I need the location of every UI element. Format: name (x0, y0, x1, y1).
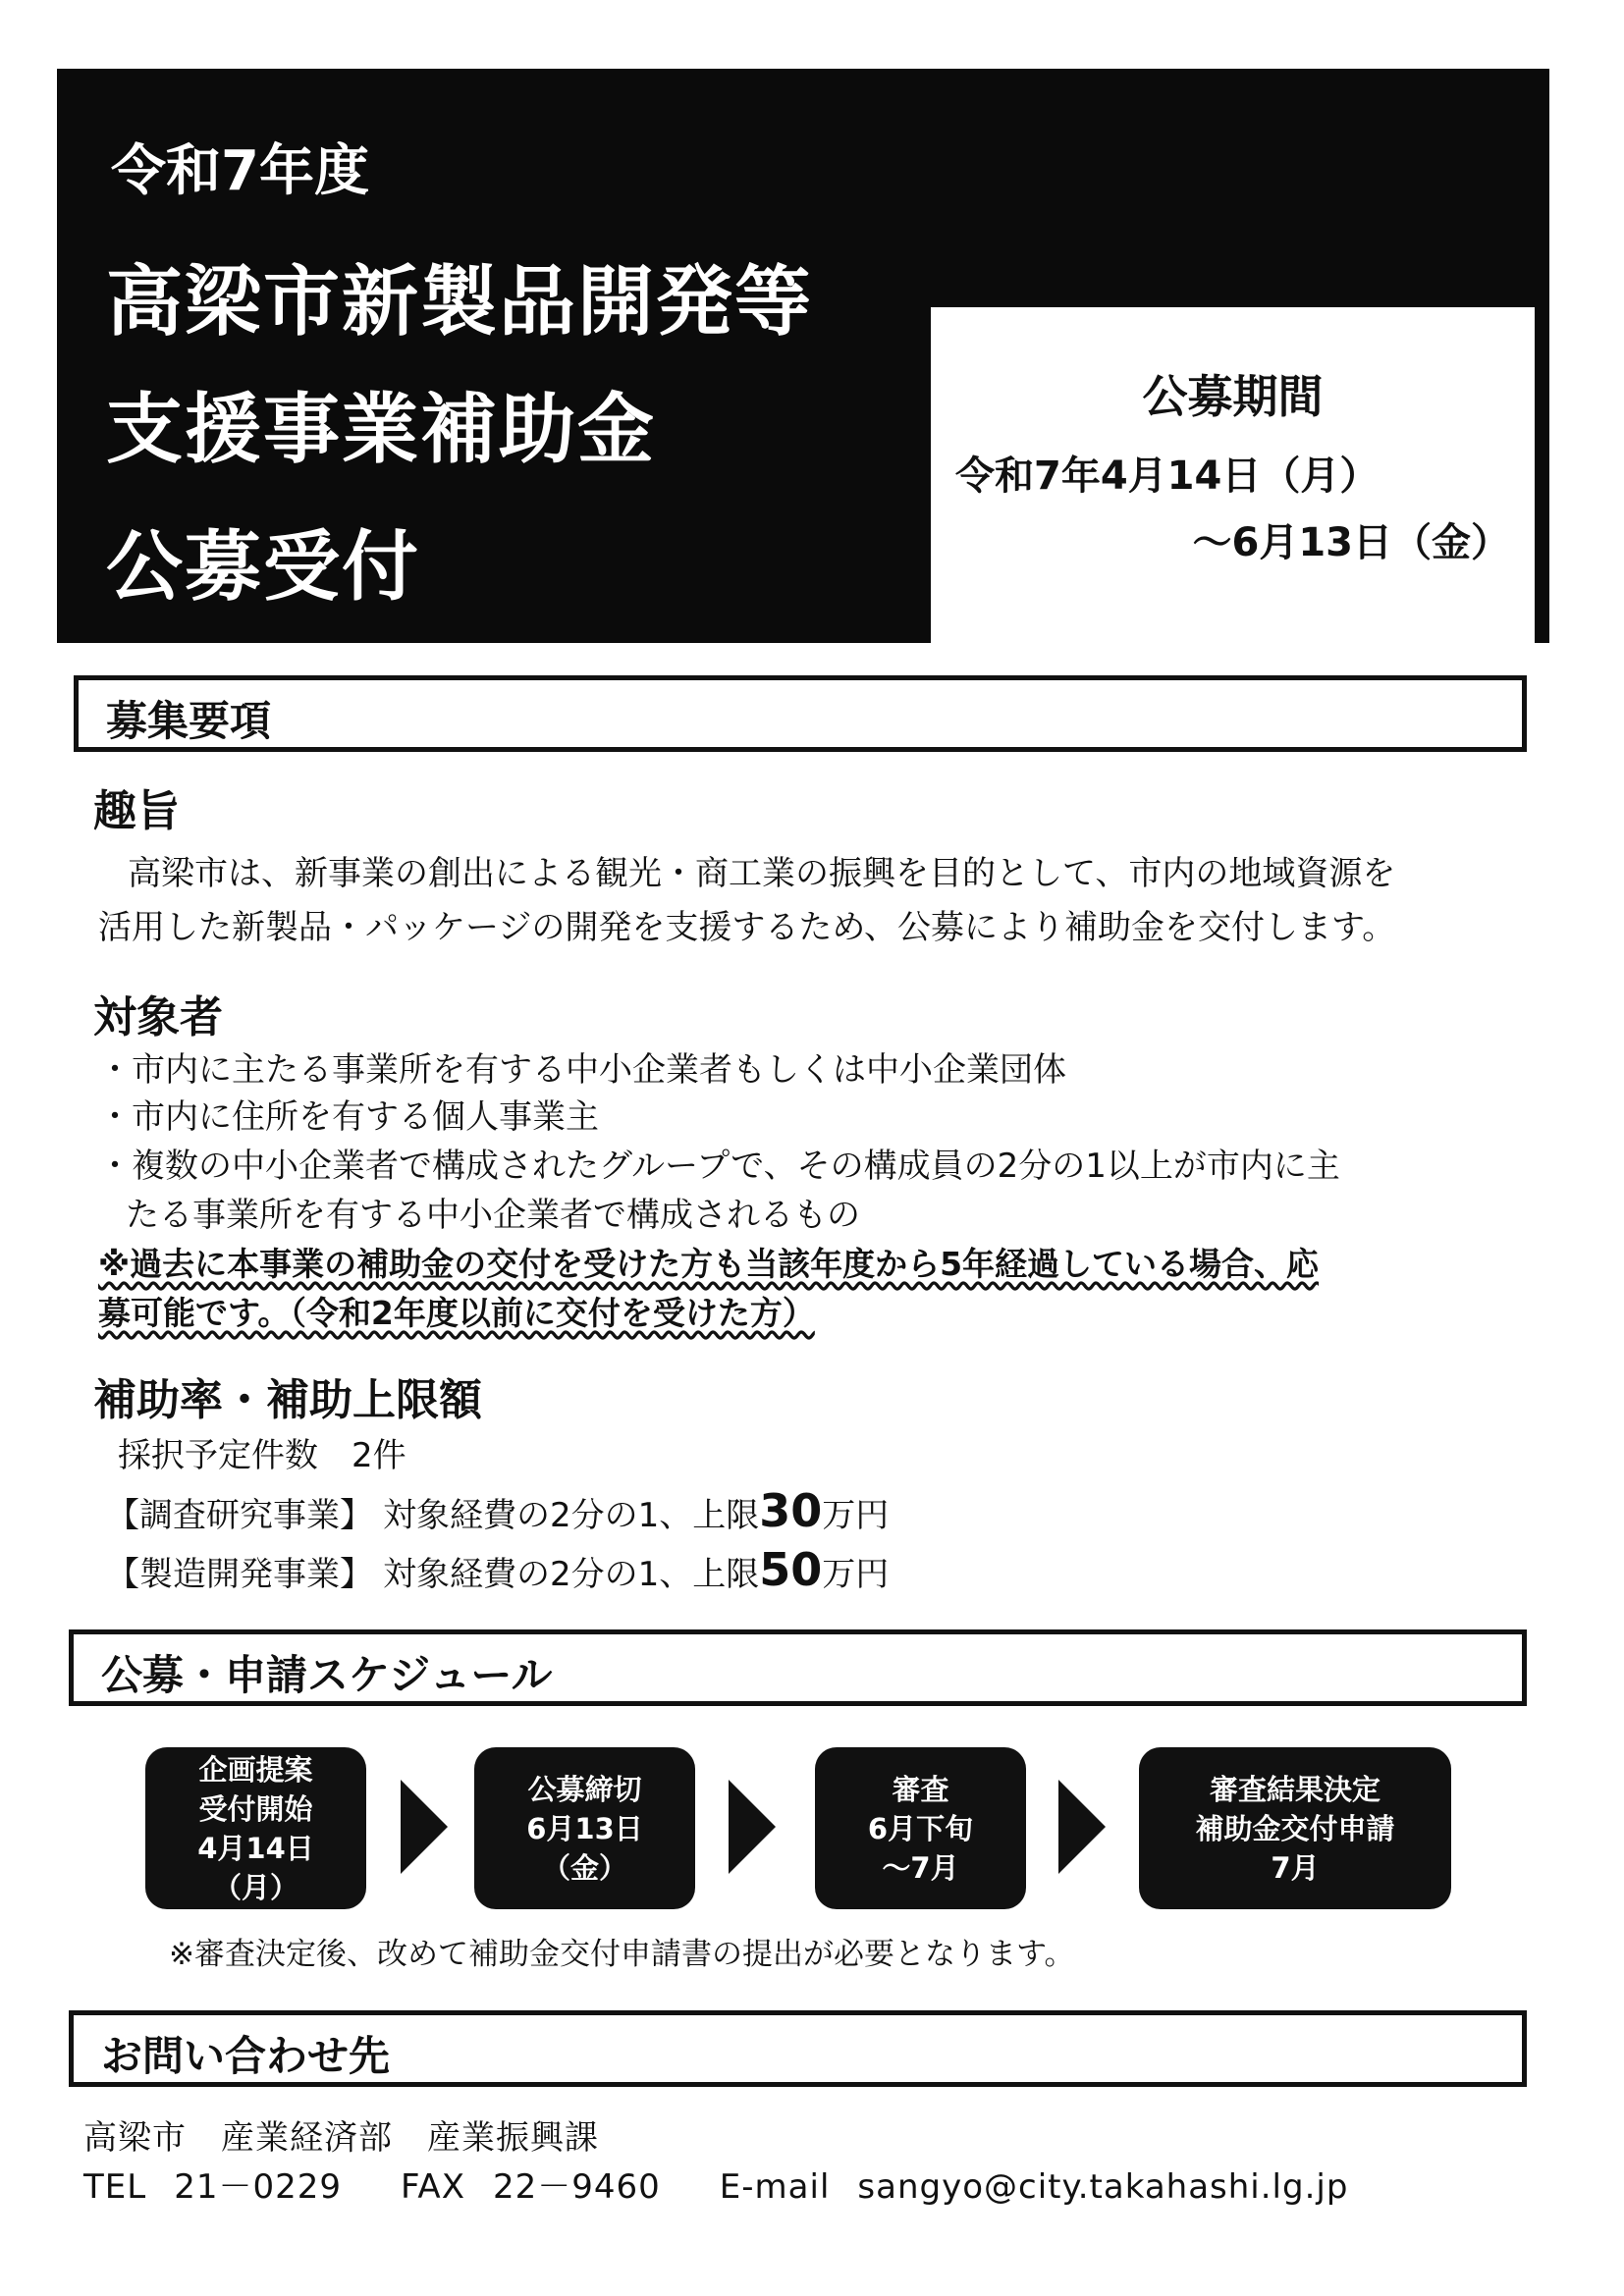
step-line: 公募締切 (527, 1772, 642, 1806)
schedule-step-1 (145, 1747, 366, 1909)
step-line: 企画提案 (198, 1752, 313, 1787)
subsidy-unit: 万円 (822, 1496, 890, 1535)
email-link[interactable]: sangyo@city.takahashi.lg.jp (857, 2167, 1349, 2207)
contact-details (83, 2160, 1348, 2208)
contact-section-header (69, 2010, 1527, 2087)
purpose-title: 趣旨 (93, 786, 180, 836)
contact-heading: お問い合わせ先 (101, 2032, 391, 2080)
contact-organization: 高梁市 産業経済部 産業振興課 (83, 2118, 599, 2158)
eligibility-item-1: ・市内に主たる事業所を有する中小企業者もしくは中小企業団体 (98, 1050, 1066, 1090)
header-banner (57, 69, 1549, 643)
step-line: 4月14日 (197, 1831, 314, 1865)
requirements-heading: 募集要項 (106, 697, 272, 745)
subsidy-unit: 万円 (822, 1555, 890, 1594)
purpose-line-2: 活用した新製品・パッケージの開発を支援するため、公募により補助金を交付します。 (98, 908, 1396, 947)
step-line: 6月下旬 (867, 1811, 974, 1845)
eligibility-note-line-1: ※過去に本事業の補助金の交付を受けた方も当該年度から5年経過している場合、応 (98, 1245, 1320, 1283)
subsidy-text: 対象経費の2分の1、上限 (383, 1555, 760, 1594)
schedule-step-2 (474, 1747, 695, 1909)
schedule-section-header (69, 1629, 1527, 1706)
tel-number: 21－0229 (174, 2167, 342, 2207)
subsidy-row-manufacturing (106, 1543, 889, 1596)
subsidy-title: 補助率・補助上限額 (93, 1375, 482, 1425)
eligibility-item-3-cont: たる事業所を有する中小企業者で構成されるもの (126, 1196, 860, 1235)
schedule-step-4 (1139, 1747, 1451, 1909)
step-line: 6月13日 (526, 1811, 643, 1845)
schedule-note: ※審査決定後、改めて補助金交付申請書の提出が必要となります。 (169, 1937, 1075, 1972)
title-line-2: 支援事業補助金 (106, 386, 657, 474)
subsidy-category: 【製造開発事業】 (106, 1555, 373, 1594)
fax-number: 22－9460 (493, 2167, 661, 2207)
schedule-arrow-icon (401, 1780, 448, 1874)
period-start: 令和7年4月14日（月） (955, 454, 1380, 499)
subsidy-category: 【調査研究事業】 (106, 1496, 373, 1535)
schedule-arrow-icon (1058, 1780, 1106, 1874)
email-label: E-mail (719, 2167, 831, 2207)
planned-count: 採択予定件数 2件 (118, 1436, 406, 1475)
eligibility-note-line-2: 募可能です。（令和2年度以前に交付を受けた方） (98, 1294, 815, 1332)
schedule-arrow-icon (729, 1780, 776, 1874)
eligibility-item-3: ・複数の中小企業者で構成されたグループで、その構成員の2分の1以上が市内に主 (98, 1147, 1340, 1186)
step-line: （月） (212, 1870, 298, 1904)
step-line: 補助金交付申請 (1195, 1811, 1395, 1845)
schedule-step-3 (815, 1747, 1026, 1909)
subsidy-amount: 50 (759, 1543, 823, 1596)
tel-label: TEL (83, 2167, 147, 2207)
fiscal-year: 令和7年度 (111, 139, 369, 203)
subsidy-row-research (106, 1484, 889, 1537)
eligibility-title: 対象者 (93, 992, 223, 1042)
step-line: 審査 (892, 1772, 949, 1806)
subsidy-text: 対象経費の2分の1、上限 (383, 1496, 760, 1535)
title-line-3: 公募受付 (106, 523, 421, 612)
eligibility-item-2: ・市内に住所を有する個人事業主 (98, 1097, 599, 1137)
step-line: 7月 (1271, 1850, 1320, 1885)
step-line: ～7月 (882, 1850, 959, 1885)
purpose-line-1: 高梁市は、新事業の創出による観光・商工業の振興を目的として、市内の地域資源を (128, 854, 1396, 893)
application-period-box (931, 307, 1535, 680)
subsidy-amount: 30 (759, 1484, 823, 1537)
period-end: ～6月13日（金） (1192, 520, 1510, 565)
step-line: （金） (541, 1850, 627, 1885)
schedule-heading: 公募・申請スケジュール (101, 1651, 553, 1699)
step-line: 審査結果決定 (1209, 1772, 1380, 1806)
fax-label: FAX (401, 2167, 465, 2207)
title-line-1: 高梁市新製品開発等 (106, 258, 814, 347)
step-line: 受付開始 (198, 1791, 313, 1826)
period-label: 公募期間 (1142, 370, 1324, 423)
requirements-section-header (74, 675, 1527, 752)
